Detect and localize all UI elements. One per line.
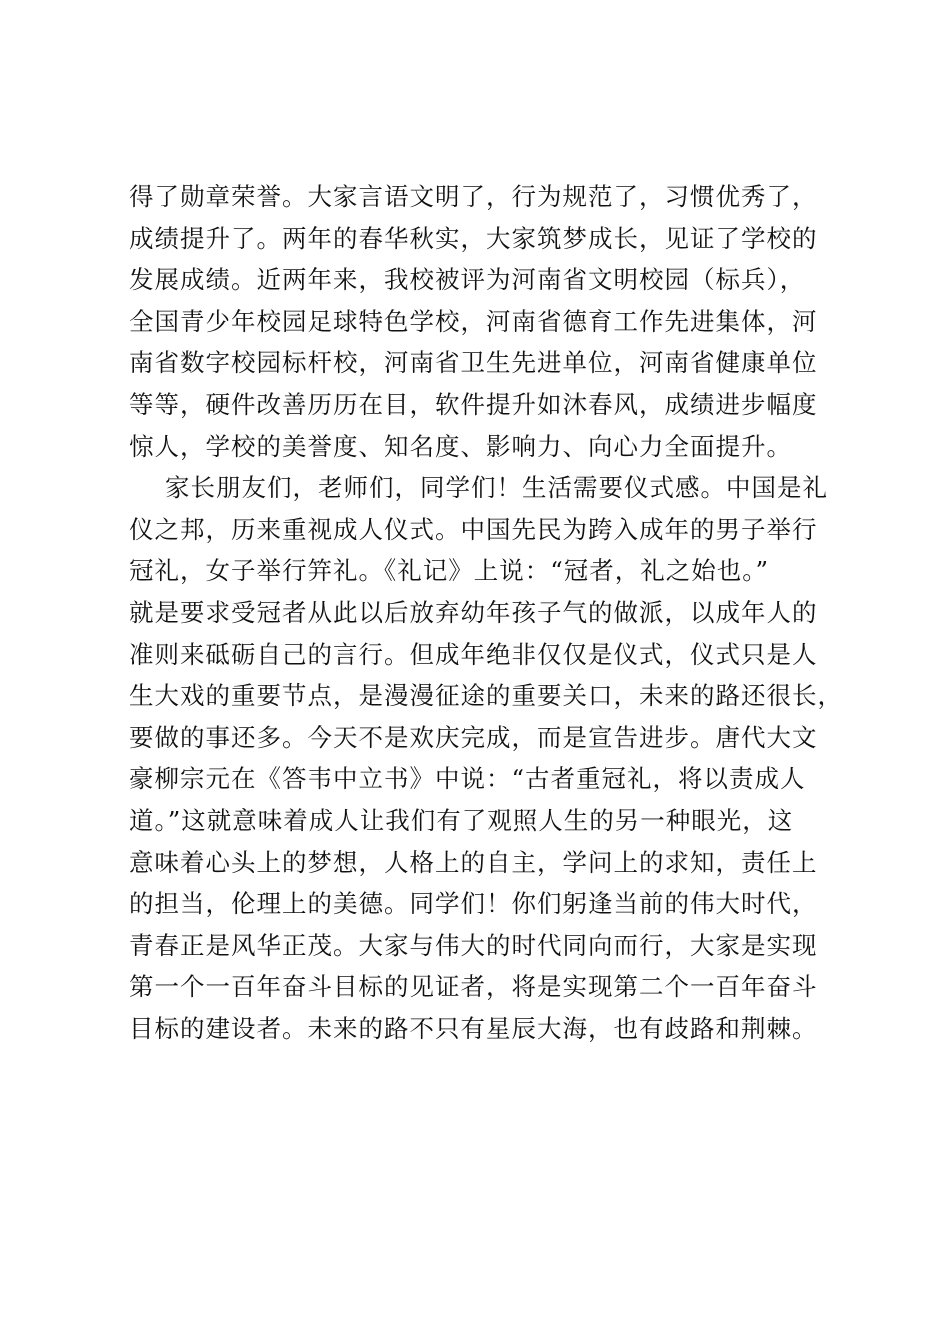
text-line: 发展成绩。近两年来，我校被评为河南省文明校园（标兵）， — [129, 265, 806, 295]
text-line: 成绩提升了。两年的春华秋实，大家筑梦成长，见证了学校的 — [129, 223, 818, 253]
text-line: 意味着心头上的梦想，人格上的自主，学问上的求知，责任上 — [129, 847, 818, 877]
text-line: 就是要求受冠者从此以后放弃幼年孩子气的做派，以成年人的 — [129, 597, 818, 627]
text-line: 南省数字校园标杆校，河南省卫生先进单位，河南省健康单位 — [129, 348, 818, 378]
text-line: 的担当，伦理上的美德。同学们！你们躬逢当前的伟大时代， — [129, 889, 818, 919]
text-line: 准则来砥砺自己的言行。但成年绝非仅仅是仪式，仪式只是人 — [129, 639, 818, 669]
body-text — [129, 176, 843, 1049]
text-line: 道。”这就意味着成人让我们有了观照人生的另一种眼光，这 — [129, 805, 794, 835]
text-line: 生大戏的重要节点，是漫漫征途的重要关口，未来的路还很长， — [129, 681, 843, 711]
text-line: 等等，硬件改善历历在目，软件提升如沐春风，成绩进步幅度 — [129, 389, 818, 419]
text-line: 青春正是风华正茂。大家与伟大的时代同向而行，大家是实现 — [129, 930, 818, 960]
text-line: 豪柳宗元在《答韦中立书》中说：“古者重冠礼，将以责成人 — [129, 764, 806, 794]
text-line: 得了勋章荣誉。大家言语文明了，行为规范了，习惯优秀了， — [129, 182, 818, 211]
paragraph-start-line: 家长朋友们，老师们，同学们！生活需要仪式感。中国是礼 — [165, 473, 828, 503]
text-line: 目标的建设者。未来的路不只有星辰大海，也有歧路和荆棘。 — [129, 1013, 818, 1043]
text-line: 惊人，学校的美誉度、知名度、影响力、向心力全面提升。 — [129, 431, 792, 461]
text-line: 第一个一百年奋斗目标的见证者，将是实现第二个一百年奋斗 — [129, 972, 818, 1002]
text-line: 全国青少年校园足球特色学校，河南省德育工作先进集体，河 — [129, 306, 818, 336]
text-line: 冠礼，女子举行笄礼。《礼记》上说：“冠者，礼之始也。” — [129, 556, 770, 586]
text-line: 要做的事还多。今天不是欢庆完成，而是宣告进步。唐代大文 — [129, 722, 818, 752]
text-line: 仪之邦，历来重视成人仪式。中国先民为跨入成年的男子举行 — [129, 514, 818, 544]
